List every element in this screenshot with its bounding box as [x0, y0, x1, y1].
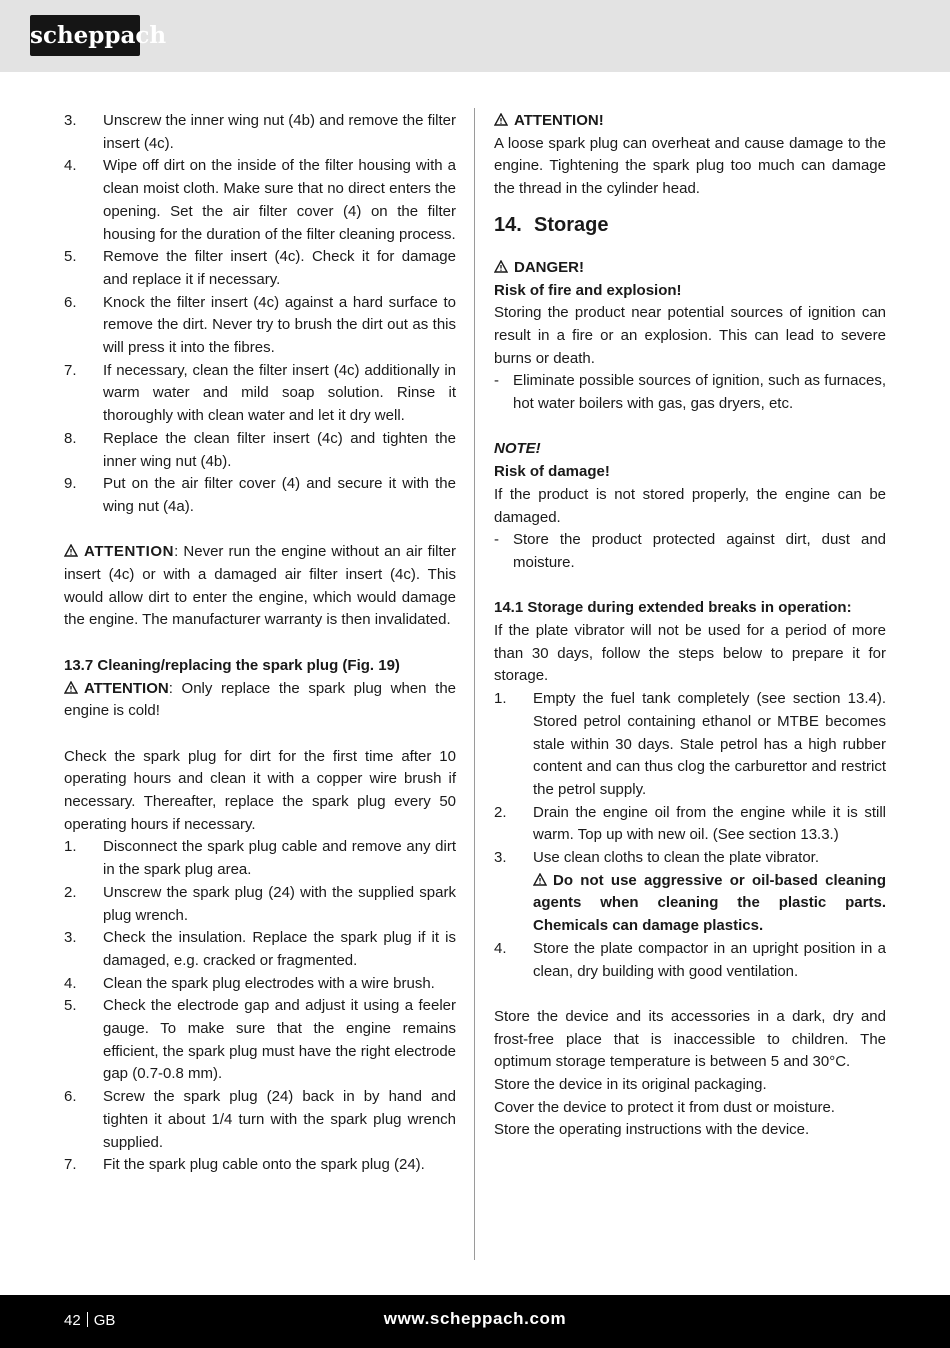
list-item: 4. Wipe off dirt on the inside of the filter housing with a clean moist cloth. Make sure that no direct enters the opening. Set the air filter cover (4) on the filter housing for the duration of the filter cleaning process.	[64, 157, 456, 243]
note-subtitle: Risk of damage!	[494, 463, 610, 481]
attention-spark-plug: ATTENTION: Only replace the spark plug when the engine is cold!	[64, 679, 456, 720]
warning-triangle-icon	[64, 681, 78, 694]
list-item: 1. Empty the fuel tank completely (see section 13.4). Stored petrol containing ethanol or MTBE becomes stale within 30 days. Stale petrol has a high rubber content and can thus clog the carburettor and restrict the petrol supply.	[494, 690, 886, 798]
storage-heading: 14. Storage	[494, 213, 609, 236]
subsection-title: 14.1 Storage during extended breaks in operation:	[494, 599, 852, 617]
list-item: 3. Check the insulation. Replace the spark plug if it is damaged, e.g. cracked or fragmented.	[64, 929, 456, 969]
page-footer	[0, 1295, 950, 1348]
subsection-text: If the plate vibrator will not be used for a period of more than 30 days, follow the steps below to prepare it for storage.	[494, 622, 886, 685]
warning-triangle-icon	[64, 544, 78, 557]
closing-paragraph-2: Store the device in its original packaging.	[494, 1076, 767, 1094]
danger-heading: DANGER!	[494, 257, 886, 280]
closing-paragraph-1: Store the device and its accessories in a dark, dry and frost-free place that is inaccessible to children. The optimum storage temperature is between 5 and 30°C.	[494, 1007, 886, 1071]
list-item: 7. Fit the spark plug cable onto the spark plug (24).	[64, 1156, 425, 1174]
list-item: 9. Put on the air filter cover (4) and secure it with the wing nut (4a).	[64, 475, 456, 515]
list-item: 4. Store the plate compactor in an upright position in a clean, dry building with good ventilation.	[494, 939, 886, 980]
section-title-spark-plug: 13.7 Cleaning/replacing the spark plug (Fig. 19)	[64, 656, 400, 674]
spark-plug-intro: Check the spark plug for dirt for the first time after 10 operating hours and clean it with a copper wire brush if necessary. Thereafter, replace the spark plug every 50 operating hours if necessary.	[64, 747, 456, 833]
list-item: 6. Knock the filter insert (4c) against a hard surface to remove the dirt. Never try to brush the dirt out as this will press it into the fibres.	[64, 293, 456, 357]
list-item: 6. Screw the spark plug (24) back in by hand and tighten it about 1/4 turn with the spark plug wrench supplied.	[64, 1088, 456, 1151]
danger-text: Storing the product near potential sources of ignition can result in a fire or an explosion. This can lead to severe burns or death.	[494, 304, 886, 367]
spark-plug-steps-list	[64, 836, 456, 1177]
air-filter-steps-list	[64, 110, 456, 519]
warning-triangle-icon	[494, 260, 508, 273]
danger-bullet: - Eliminate possible sources of ignition, such as furnaces, hot water boilers with gas, gas dryers, etc.	[494, 372, 886, 413]
cleaning-warning: Do not use aggressive or oil-based cleaning agents when cleaning the plastic parts. Chemicals can damage plastics.	[533, 871, 886, 935]
list-item: 3. Use clean cloths to clean the plate vibrator. Do not use aggressive or oil-based cleaning agents when cleaning the plastic parts. Chemicals can damage plastics.	[494, 849, 886, 935]
note-bullet: - Store the product protected against dirt, dust and moisture.	[494, 531, 886, 571]
list-item: 5. Remove the filter insert (4c). Check it for damage and replace it if necessary.	[64, 248, 456, 288]
list-item: 2. Unscrew the spark plug (24) with the supplied spark plug wrench.	[64, 883, 456, 924]
closing-paragraph-3: Cover the device to protect it from dust or moisture.	[494, 1098, 835, 1116]
left-column	[64, 110, 456, 1177]
attention-heading: ATTENTION!	[494, 110, 886, 133]
note-text: If the product is not stored properly, the engine can be damaged.	[494, 485, 886, 526]
attention-air-filter: ATTENTION: Never run the engine without an air filter insert (4c) or with a damaged air filter insert (4c). This would allow dirt to enter the engine, which would damage the engine. The manufacturer warranty is then invalidated.	[64, 543, 456, 629]
scheppach-logo: scheppach	[30, 15, 140, 56]
closing-paragraph-4: Store the operating instructions with the device.	[494, 1121, 810, 1139]
list-item: 3. Unscrew the inner wing nut (4b) and remove the filter insert (4c).	[64, 112, 456, 152]
list-item: 2. Drain the engine oil from the engine while it is still warm. Top up with new oil. (See section 13.3.)	[494, 803, 886, 844]
column-divider	[474, 108, 475, 1260]
right-column	[494, 110, 886, 1142]
warning-triangle-icon	[494, 113, 508, 126]
note-heading: NOTE!	[494, 440, 541, 458]
list-item: 1. Disconnect the spark plug cable and remove any dirt in the spark plug area.	[64, 838, 456, 879]
list-item: 4. Clean the spark plug electrodes with a wire brush.	[64, 974, 435, 992]
storage-steps-list	[494, 688, 886, 983]
attention-spark-plug-text: A loose spark plug can overheat and cause damage to the engine. Tightening the spark plug too much can damage the thread in the cylinder head.	[494, 134, 886, 198]
page-header	[0, 0, 950, 72]
list-item: 8. Replace the clean filter insert (4c) and tighten the inner wing nut (4b).	[64, 429, 456, 470]
page-number: 42 GB	[64, 1312, 116, 1329]
website-link[interactable]: www.scheppach.com	[383, 1309, 567, 1328]
list-item: 5. Check the electrode gap and adjust it using a feeler gauge. To make sure that the engine remains efficient, the spark plug must have the right electrode gap (0.7-0.8 mm).	[64, 997, 456, 1083]
danger-subtitle: Risk of fire and explosion!	[494, 281, 682, 299]
warning-triangle-icon	[533, 873, 547, 886]
list-item: 7. If necessary, clean the filter insert (4c) additionally in warm water and mild soap solution. Rinse it thoroughly with clean water and let it dry well.	[64, 361, 456, 425]
